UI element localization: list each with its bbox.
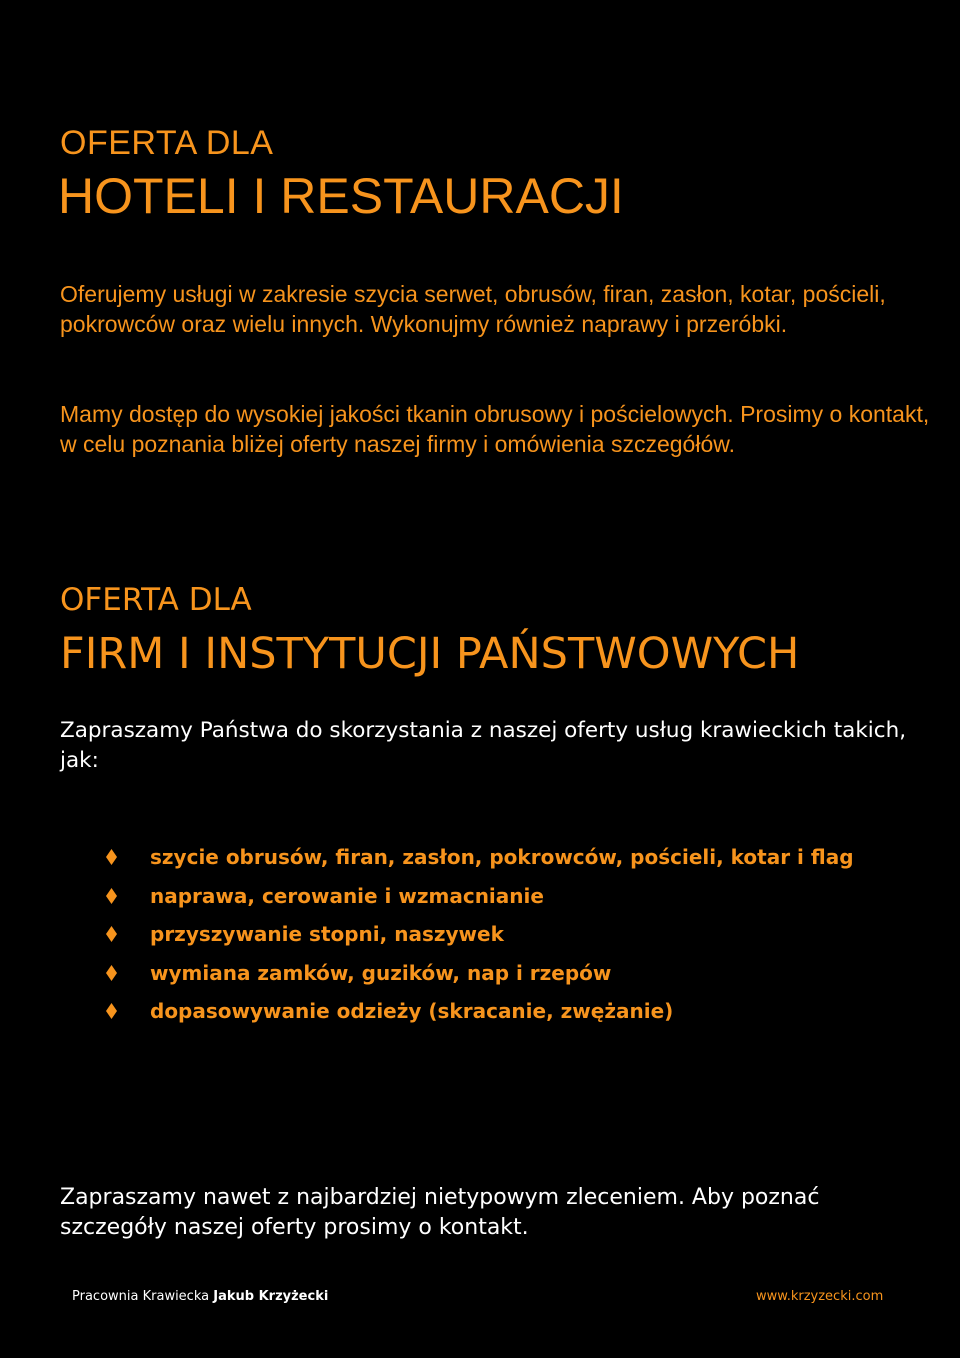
closing-text: Zapraszamy nawet z najbardziej nietypowym zleceniem. Aby poznać szczegóły naszej oferty prosimy o kontakt. (60, 1185, 820, 1240)
list-item-label: wymiana zamków, guzików, nap i rzepów (150, 960, 612, 985)
hotels-body (60, 279, 930, 339)
firms-intro: Zapraszamy Państwa do skorzystania z naszej oferty usług krawieckich takich, jak: (60, 718, 907, 773)
hotels-paragraph-1: Oferujemy usługi w zakresie szycia serwet, obrusów, firan, zasłon, kotar, pościeli, pokrowców oraz wielu innych. Wykonujmy również naprawy i przeróbki. (60, 281, 886, 337)
diamond-bullet-icon (106, 849, 117, 865)
list-item (104, 881, 854, 920)
diamond-bullet-icon (106, 965, 117, 981)
list-item-label: naprawa, cerowanie i wzmacnianie (150, 883, 544, 908)
list-item-label: szycie obrusów, firan, zasłon, pokrowców, pościeli, kotar i flag (150, 845, 854, 869)
list-item (104, 842, 854, 881)
firms-kicker: OFERTA DLA (60, 582, 252, 618)
footer-company-name: Jakub Krzyżecki (213, 1289, 329, 1304)
diamond-bullet-icon (106, 926, 117, 942)
list-item (104, 958, 854, 997)
diamond-bullet-icon (106, 1003, 117, 1019)
footer-company-prefix: Pracownia Krawiecka (72, 1289, 210, 1304)
list-item (104, 996, 854, 1035)
list-item-label: dopasowywanie odzieży (skracanie, zwężanie) (150, 999, 674, 1023)
footer-company (72, 1288, 328, 1306)
hotels-headline: HOTELI I RESTAURACJI (58, 168, 624, 224)
list-item-label: przyszywanie stopni, naszywek (150, 922, 504, 946)
hotels-paragraph-2: Mamy dostęp do wysokiej jakości tkanin obrusowy i pościelowych. Prosimy o kontakt, w celu poznania bliżej oferty naszej firmy i omówienia szczegółów. (60, 401, 930, 457)
hotels-body-2 (60, 399, 930, 459)
footer-website-link[interactable]: www.krzyzecki.com (756, 1289, 884, 1304)
firms-headline: FIRM I INSTYTUCJI PAŃSTWOWYCH (60, 629, 800, 679)
diamond-bullet-icon (106, 888, 117, 904)
list-item (104, 919, 854, 958)
services-list (104, 842, 854, 1035)
hotels-kicker: OFERTA DLA (60, 124, 274, 162)
